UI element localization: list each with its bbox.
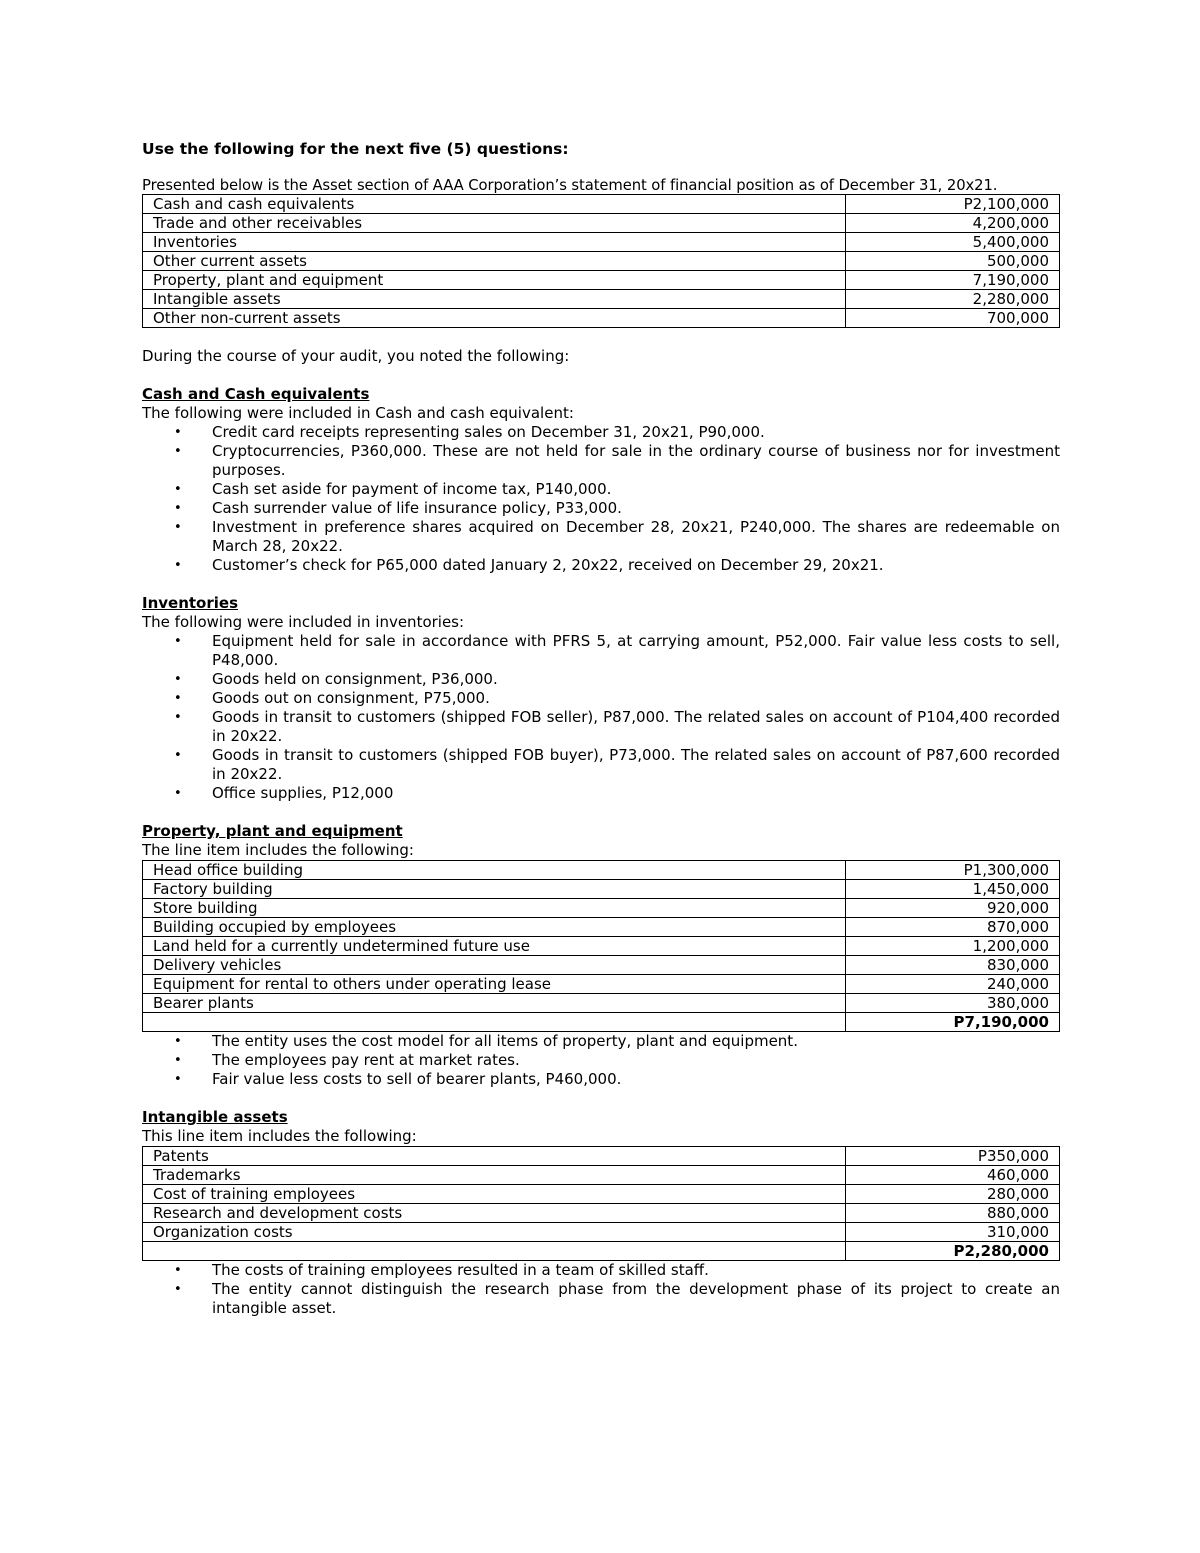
total-row xyxy=(143,1242,1060,1261)
row-amount: 280,000 xyxy=(846,1185,1060,1204)
row-amount: 240,000 xyxy=(846,975,1060,994)
row-amount: 880,000 xyxy=(846,1204,1060,1223)
list-item-text: Cash set aside for payment of income tax, P140,000. xyxy=(212,480,612,498)
list-item xyxy=(142,746,1060,784)
list-item-text: The costs of training employees resulted in a team of skilled staff. xyxy=(212,1261,709,1279)
intangibles-table xyxy=(142,1146,1060,1261)
row-amount: 1,200,000 xyxy=(846,937,1060,956)
row-amount: 700,000 xyxy=(846,309,1060,328)
row-label: Land held for a currently undetermined future use xyxy=(143,937,846,956)
intangibles-bullet-list xyxy=(142,1261,1060,1318)
row-label: Head office building xyxy=(143,861,846,880)
row-label: Organization costs xyxy=(143,1223,846,1242)
list-item-text: Office supplies, P12,000 xyxy=(212,784,394,802)
intangibles-lead: This line item includes the following: xyxy=(142,1127,417,1145)
table-row xyxy=(143,290,1060,309)
list-item xyxy=(142,784,1060,803)
list-item xyxy=(142,518,1060,556)
row-label: Intangible assets xyxy=(143,290,846,309)
total-label-cell xyxy=(143,1013,846,1032)
list-item xyxy=(142,499,1060,518)
row-amount: P2,100,000 xyxy=(846,195,1060,214)
table-row xyxy=(143,309,1060,328)
bullet-icon: • xyxy=(174,1053,182,1068)
ppe-lead: The line item includes the following: xyxy=(142,841,414,859)
list-item xyxy=(142,442,1060,480)
row-label: Property, plant and equipment xyxy=(143,271,846,290)
row-amount: 920,000 xyxy=(846,899,1060,918)
list-item-text: Cash surrender value of life insurance policy, P33,000. xyxy=(212,499,622,517)
bullet-icon: • xyxy=(174,672,182,687)
list-item-text: Equipment held for sale in accordance with PFRS 5, at carrying amount, P52,000. Fair value less costs to sell, P48,000. xyxy=(212,632,1060,669)
bullet-icon: • xyxy=(174,425,182,440)
bullet-icon: • xyxy=(174,520,182,535)
inventories-lead: The following were included in inventories: xyxy=(142,613,465,631)
bullet-icon: • xyxy=(174,1282,182,1297)
table-row xyxy=(143,214,1060,233)
list-item xyxy=(142,1070,1060,1089)
table-row xyxy=(143,252,1060,271)
bullet-icon: • xyxy=(174,1263,182,1278)
list-item-text: The entity cannot distinguish the research phase from the development phase of its project to create an intangible asset. xyxy=(212,1280,1060,1317)
audit-note: During the course of your audit, you noted the following: xyxy=(142,347,570,365)
cash-bullet-list xyxy=(142,423,1060,575)
list-item xyxy=(142,670,1060,689)
table-row xyxy=(143,233,1060,252)
row-amount: 460,000 xyxy=(846,1166,1060,1185)
bullet-icon: • xyxy=(174,444,182,459)
list-item xyxy=(142,480,1060,499)
row-amount: 2,280,000 xyxy=(846,290,1060,309)
list-item-text: Customer’s check for P65,000 dated January 2, 20x22, received on December 29, 20x21. xyxy=(212,556,884,574)
row-label: Equipment for rental to others under operating lease xyxy=(143,975,846,994)
row-label: Building occupied by employees xyxy=(143,918,846,937)
table-row xyxy=(143,1223,1060,1242)
table-row xyxy=(143,1204,1060,1223)
intro-text: Presented below is the Asset section of AAA Corporation’s statement of financial position as of December 31, 20x21. xyxy=(142,177,998,194)
table-row xyxy=(143,1147,1060,1166)
table-row xyxy=(143,1185,1060,1204)
row-amount: P1,300,000 xyxy=(846,861,1060,880)
row-label: Research and development costs xyxy=(143,1204,846,1223)
row-amount: 830,000 xyxy=(846,956,1060,975)
list-item-text: Investment in preference shares acquired on December 28, 20x21, P240,000. The shares are redeemable on March 28, 20x22. xyxy=(212,518,1060,555)
bullet-icon: • xyxy=(174,1072,182,1087)
row-label: Patents xyxy=(143,1147,846,1166)
table-row xyxy=(143,1166,1060,1185)
ppe-heading: Property, plant and equipment xyxy=(142,822,403,840)
list-item-text: Goods out on consignment, P75,000. xyxy=(212,689,490,707)
row-amount: 870,000 xyxy=(846,918,1060,937)
list-item-text: Credit card receipts representing sales on December 31, 20x21, P90,000. xyxy=(212,423,765,441)
row-label: Other current assets xyxy=(143,252,846,271)
instruction-title: Use the following for the next five (5) questions: xyxy=(142,140,569,158)
list-item xyxy=(142,632,1060,670)
list-item-text: Goods held on consignment, P36,000. xyxy=(212,670,498,688)
table-row xyxy=(143,899,1060,918)
bullet-icon: • xyxy=(174,501,182,516)
table-row xyxy=(143,956,1060,975)
row-amount: 7,190,000 xyxy=(846,271,1060,290)
list-item-text: Goods in transit to customers (shipped FOB buyer), P73,000. The related sales on account of P87,600 recorded in 20x22. xyxy=(212,746,1060,783)
bullet-icon: • xyxy=(174,691,182,706)
table-row xyxy=(143,975,1060,994)
row-label: Trademarks xyxy=(143,1166,846,1185)
ppe-table xyxy=(142,860,1060,1032)
row-amount: 4,200,000 xyxy=(846,214,1060,233)
table-row xyxy=(143,918,1060,937)
list-item xyxy=(142,708,1060,746)
row-label: Factory building xyxy=(143,880,846,899)
document-page xyxy=(142,140,1060,1318)
row-amount: 5,400,000 xyxy=(846,233,1060,252)
ppe-bullet-list xyxy=(142,1032,1060,1089)
row-amount: 380,000 xyxy=(846,994,1060,1013)
list-item xyxy=(142,1280,1060,1318)
list-item xyxy=(142,1261,1060,1280)
bullet-icon: • xyxy=(174,786,182,801)
row-label: Delivery vehicles xyxy=(143,956,846,975)
list-item xyxy=(142,556,1060,575)
table-row xyxy=(143,195,1060,214)
list-item-text: The entity uses the cost model for all items of property, plant and equipment. xyxy=(212,1032,798,1050)
table-row xyxy=(143,880,1060,899)
row-amount: 310,000 xyxy=(846,1223,1060,1242)
cash-lead: The following were included in Cash and cash equivalent: xyxy=(142,404,574,422)
total-label-cell xyxy=(143,1242,846,1261)
list-item-text: Cryptocurrencies, P360,000. These are not held for sale in the ordinary course of business nor for investment purposes. xyxy=(212,442,1060,479)
asset-section-table xyxy=(142,194,1060,328)
bullet-icon: • xyxy=(174,748,182,763)
row-label: Cash and cash equivalents xyxy=(143,195,846,214)
row-amount: 500,000 xyxy=(846,252,1060,271)
row-label: Cost of training employees xyxy=(143,1185,846,1204)
list-item xyxy=(142,1051,1060,1070)
list-item-text: Fair value less costs to sell of bearer plants, P460,000. xyxy=(212,1070,622,1088)
table-row xyxy=(143,937,1060,956)
total-amount: P2,280,000 xyxy=(846,1242,1060,1261)
total-row xyxy=(143,1013,1060,1032)
bullet-icon: • xyxy=(174,558,182,573)
list-item xyxy=(142,689,1060,708)
row-label: Other non-current assets xyxy=(143,309,846,328)
table-row xyxy=(143,861,1060,880)
row-label: Store building xyxy=(143,899,846,918)
row-label: Bearer plants xyxy=(143,994,846,1013)
bullet-icon: • xyxy=(174,482,182,497)
cash-heading: Cash and Cash equivalents xyxy=(142,385,370,403)
total-amount: P7,190,000 xyxy=(846,1013,1060,1032)
row-amount: P350,000 xyxy=(846,1147,1060,1166)
bullet-icon: • xyxy=(174,710,182,725)
bullet-icon: • xyxy=(174,1034,182,1049)
bullet-icon: • xyxy=(174,634,182,649)
inventories-bullet-list xyxy=(142,632,1060,803)
row-label: Inventories xyxy=(143,233,846,252)
inventories-heading: Inventories xyxy=(142,594,239,612)
row-amount: 1,450,000 xyxy=(846,880,1060,899)
list-item xyxy=(142,1032,1060,1051)
table-row xyxy=(143,994,1060,1013)
list-item xyxy=(142,423,1060,442)
table-row xyxy=(143,271,1060,290)
row-label: Trade and other receivables xyxy=(143,214,846,233)
list-item-text: The employees pay rent at market rates. xyxy=(212,1051,520,1069)
list-item-text: Goods in transit to customers (shipped FOB seller), P87,000. The related sales on account of P104,400 recorded in 20x22. xyxy=(212,708,1060,745)
intangibles-heading: Intangible assets xyxy=(142,1108,288,1126)
